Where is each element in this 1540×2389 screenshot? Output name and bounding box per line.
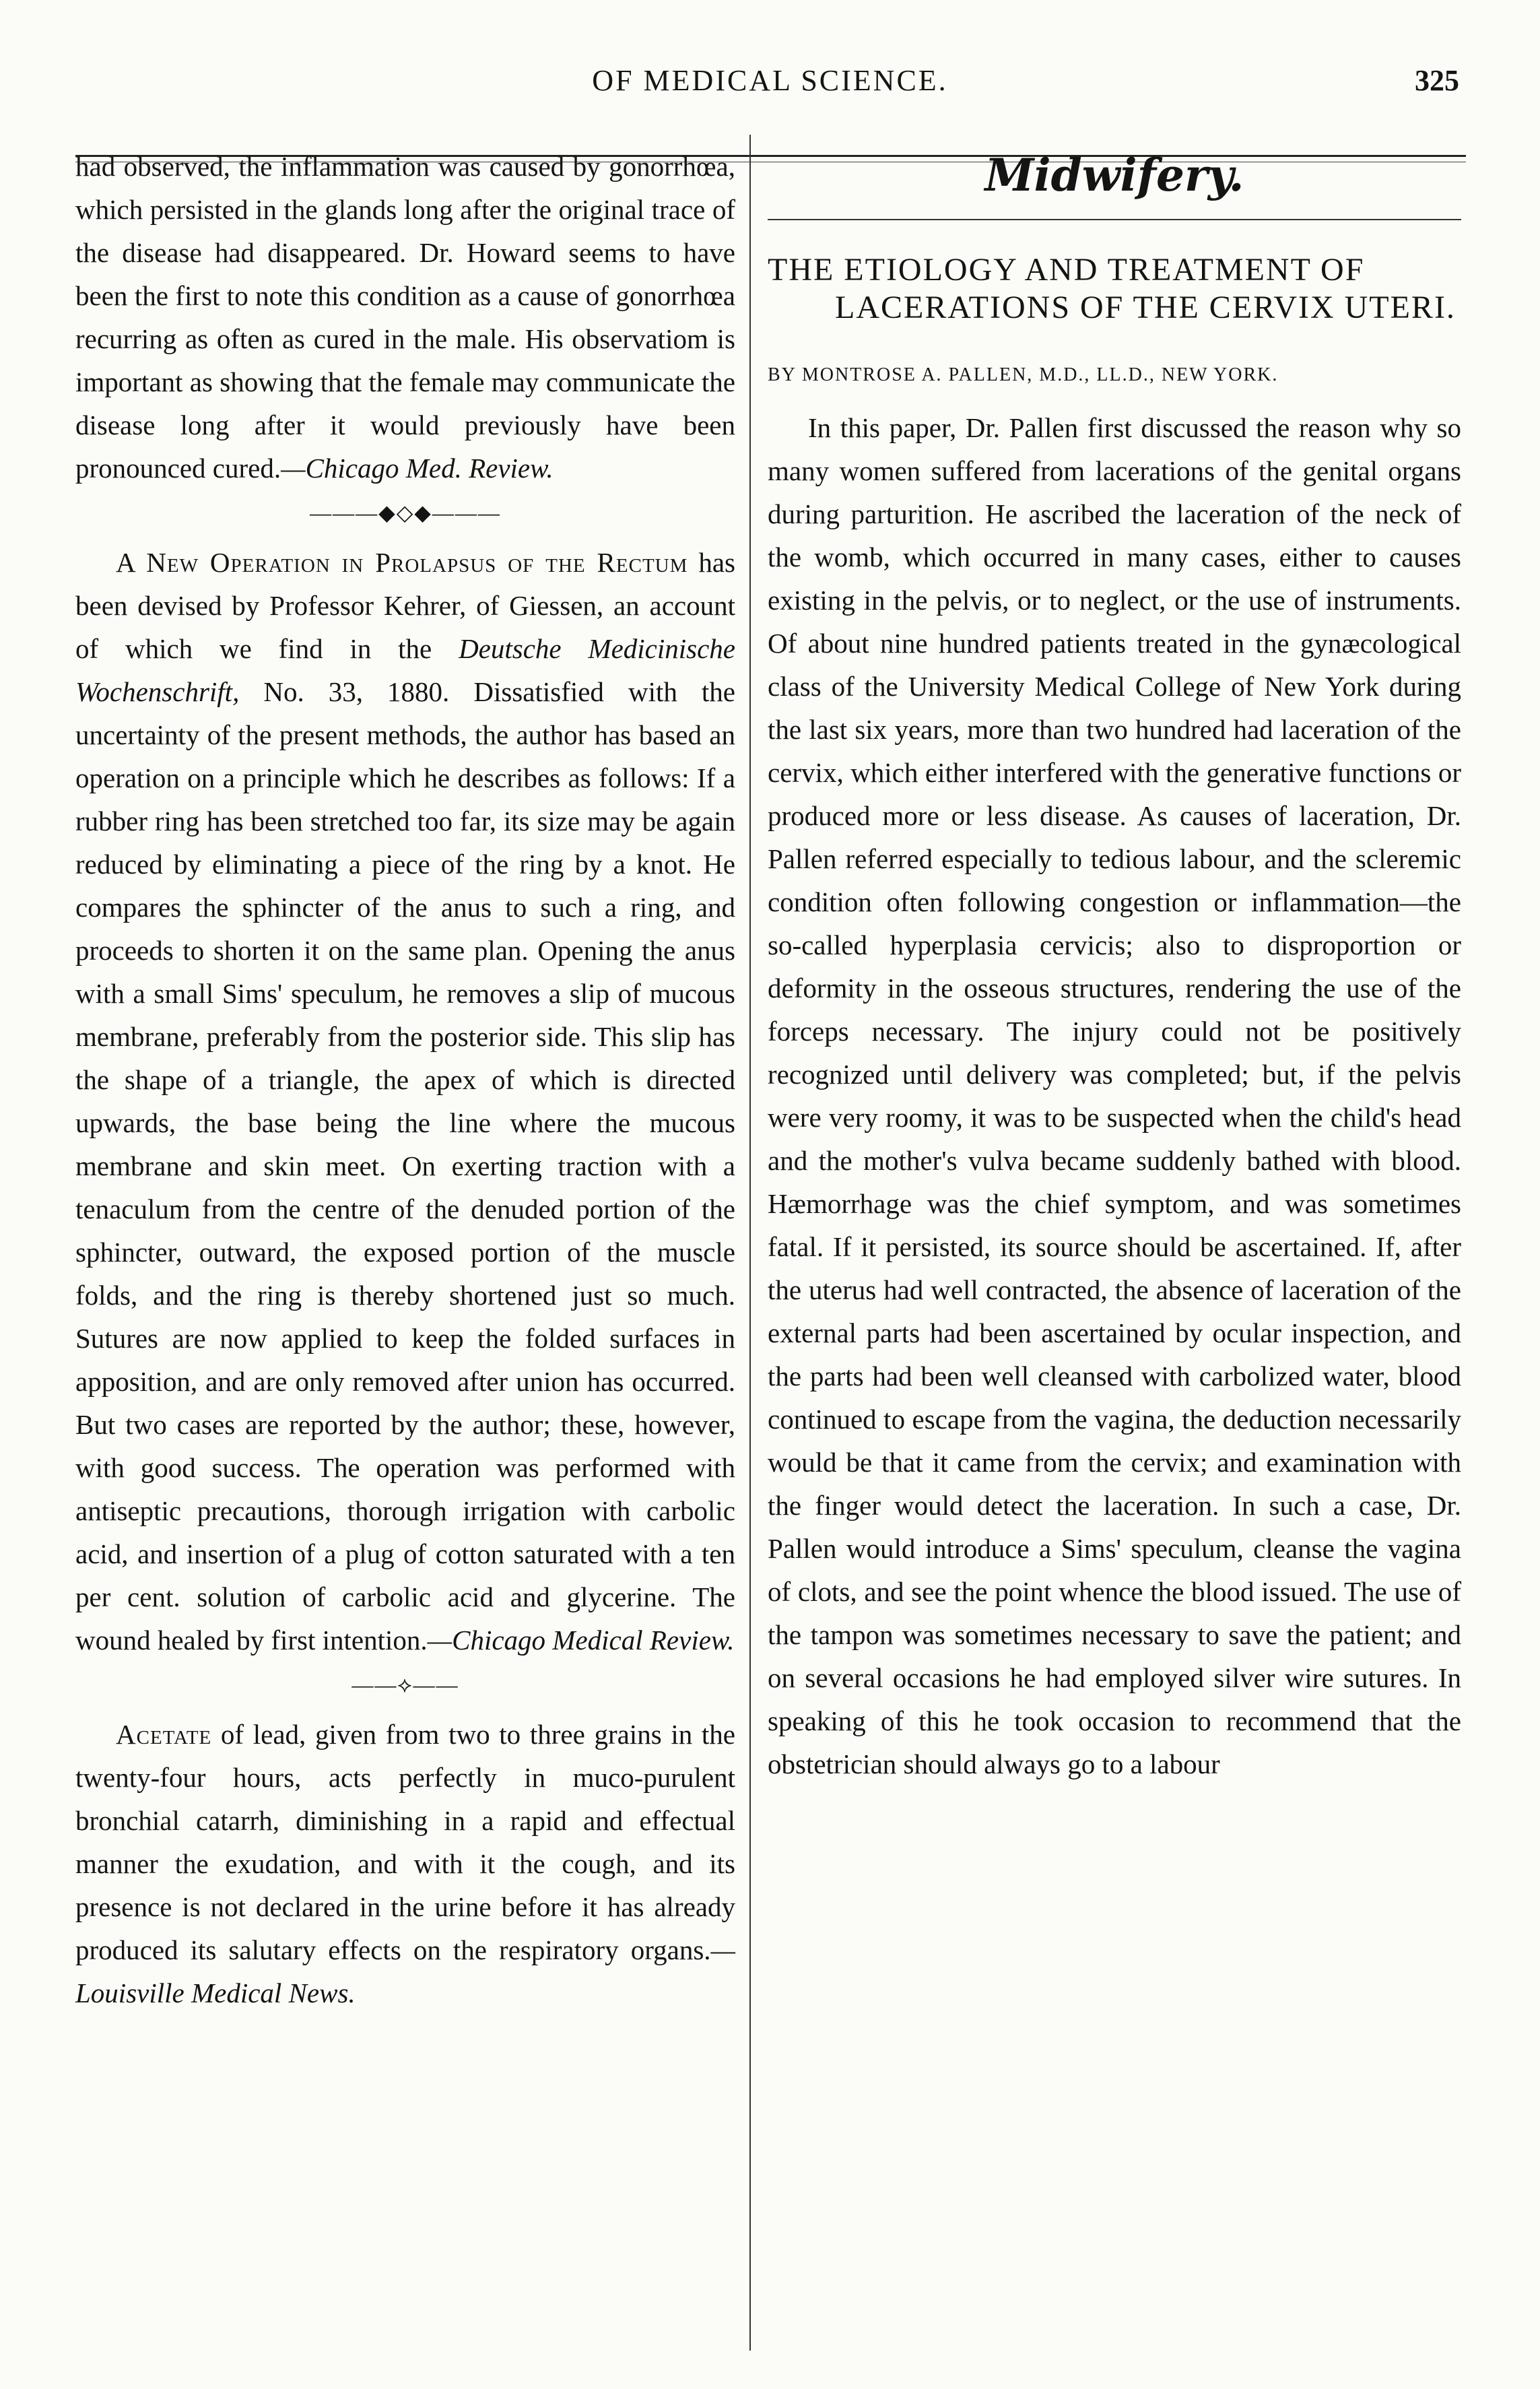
- section-rule: [768, 219, 1461, 220]
- section-heading: Midwifery.: [984, 149, 1244, 201]
- prolapsus-lead: A New Operation in Prolapsus of the Rectum: [116, 547, 688, 578]
- left-column: [75, 145, 735, 2015]
- prolapsus-text-b: No. 33, 1880. Dissatisfied with the uncertainty of the present methods, the author has based an operation on a principle which he describes as follows: If a rubber ring has been stretched too far, its size may be again reduced by eliminating a piece of the ring by a knot. He compares the sphincter of the anus to such a ring, and proceeds to shorten it on the same plan. Opening the anus with a small Sims' speculum, he removes a slip of mucous membrane, preferably from the posterior side. This slip has the shape of a triangle, the apex of which is directed upwards, the base being the line where the mucous membrane and skin meet. On exerting traction with a tenaculum from the centre of the denuded portion of the sphincter, outward, the exposed portion of the muscle folds, and the ring is thereby shortened just so much. Sutures are now applied to keep the folded surfaces in apposition, and are only removed after union has occurred. But two cases are reported by the author; these, however, with good success. The operation was performed with antiseptic precautions, thorough irrigation with carbolic acid, and insertion of a plug of cotton saturated with a ten per cent. solution of carbolic acid and glycerine. The wound healed by first intention.: [75, 676, 735, 1656]
- article-title: THE ETIOLOGY AND TREATMENT OF LACERATIONS OF THE CERVIX UTERI.: [768, 252, 1456, 325]
- acetate-paragraph: [75, 1713, 735, 2015]
- gonorrhoea-text: had observed, the inflammation was caused by gonorrhœa, which persisted in the glands long after the original trace of the disease had disappeared. Dr. Howard seems to have been the first to note this condition as a cause of gonorrhœa recurring as often as cured in the male. His observatiom is important as showing that the female may communicate the disease long after it would previously have been pronounced cured.: [75, 151, 735, 484]
- prolapsus-journal: Deutsche Medicinische Wochenschrift,: [75, 633, 735, 707]
- acetate-lead: Acetate: [116, 1719, 212, 1750]
- prolapsus-text-a: has been devised by Professor Kehrer, of Giessen, an account of which we find in the: [75, 547, 735, 664]
- page-number: 325: [1415, 64, 1459, 97]
- page-header: [0, 54, 1540, 114]
- acetate-text: of lead, given from two to three grains in the twenty-four hours, acts perfectly in muco-purulent bronchial catarrh, diminishing in a rapid and effectual manner the exudation, and with it the cough, and its presence is not declared in the urine before it has already produced its salutary effects on the respiratory organs.: [75, 1719, 735, 1965]
- acetate-source: —Louisville Medical News.: [75, 1934, 735, 2008]
- right-column: [768, 145, 1461, 1786]
- article-body: In this paper, Dr. Pallen first discussed the reason why so many women suffered from lacerations of the genital organs during parturition. He ascribed the laceration of the neck of the womb, which occurred in many cases, either to causes existing in the pelvis, or to neglect, or the use of instruments. Of about nine hundred patients treated in the gynæcological class of the University Medical College of New York during the last six years, more than two hundred had laceration of the cervix, which either interfered with the generative functions or produced more or less disease. As causes of laceration, Dr. Pallen referred especially to tedious labour, and the scleremic condition often following congestion or inflammation—the so-called hyperplasia cervicis; also to disproportion or deformity in the osseous structures, rendering the use of the forceps necessary. The injury could not be positively recognized until delivery was completed; but, if the pelvis were very roomy, it was to be suspected when the child's head and the mother's vulva became suddenly bathed with blood. Hæmorrhage was the chief symptom, and was sometimes fatal. If it persisted, its source should be ascertained. If, after the uterus had well contracted, the absence of laceration of the external parts had been ascertained by ocular inspection, and the parts had been well cleansed with carbolized water, blood continued to escape from the vagina, the deduction necessarily would be that it came from the cervix; and examination with the finger would detect the laceration. In such a case, Dr. Pallen would introduce a Sims' speculum, cleanse the vagina of clots, and see the point whence the blood issued. The use of the tampon was sometimes necessary to save the patient; and on several occasions he had employed silver wire sutures. In speaking of this he took occasion to recommend that the obstetrician should always go to a labour: [768, 412, 1461, 1779]
- column-divider: [749, 135, 751, 2351]
- ornament-divider: ———◆◇◆———: [310, 500, 501, 525]
- running-head: OF MEDICAL SCIENCE.: [592, 64, 948, 97]
- byline: BY MONTROSE A. PALLEN, M.D., LL.D., NEW YORK.: [768, 364, 1279, 385]
- gonorrhoea-paragraph: [75, 145, 735, 490]
- prolapsus-source: —Chicago Medical Review.: [427, 1625, 735, 1656]
- gonorrhoea-source: —Chicago Med. Review.: [281, 453, 554, 484]
- ornament-divider-2: ——⟡——: [351, 1672, 459, 1697]
- prolapsus-paragraph: [75, 541, 735, 1662]
